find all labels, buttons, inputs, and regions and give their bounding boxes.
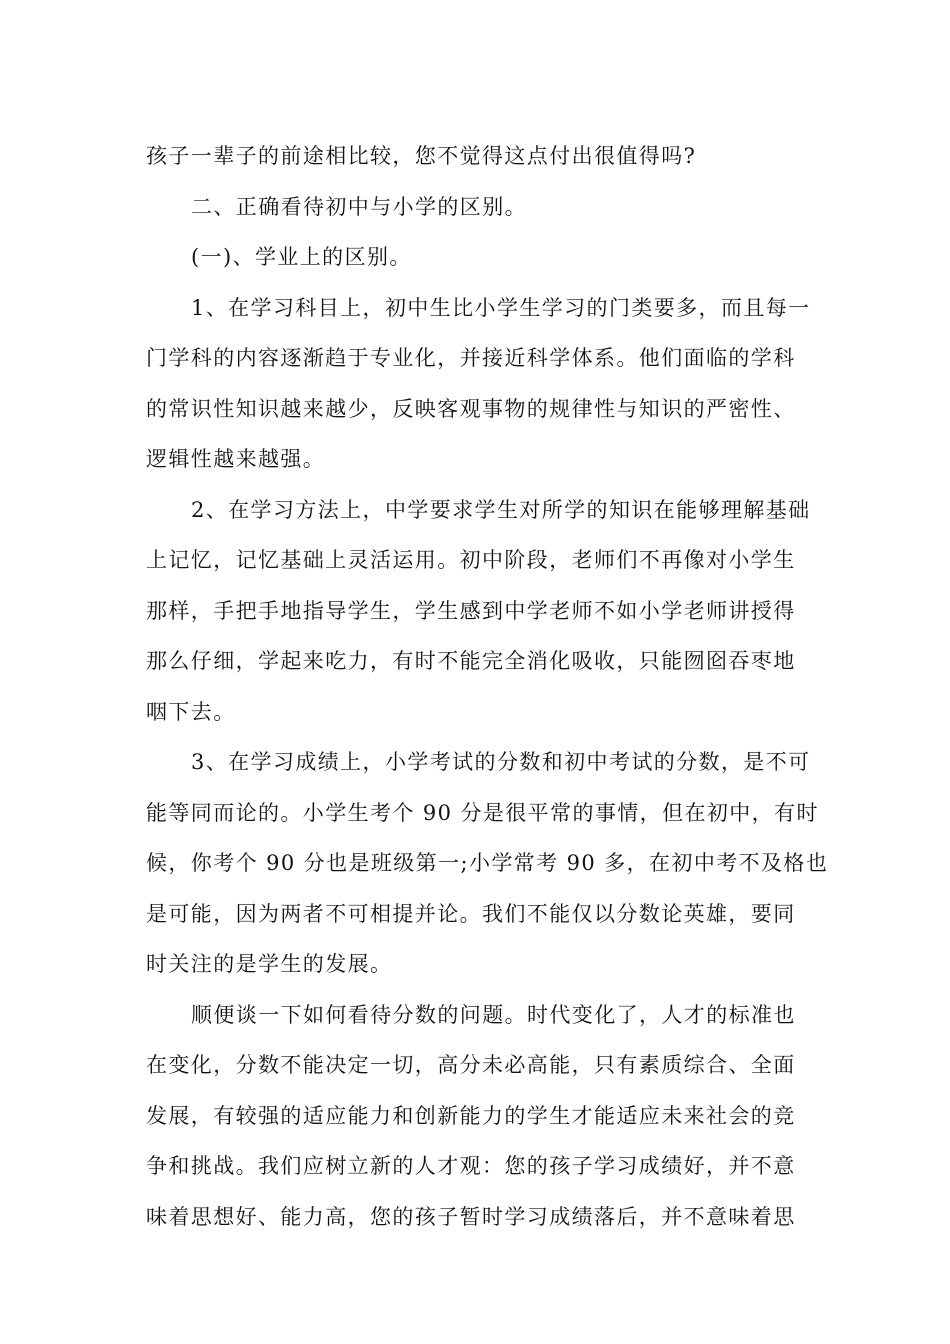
text-line: 味着思想好、能力高，您的孩子暂时学习成绩落后，并不意味着思 — [146, 1204, 796, 1229]
text-line: 2、在学习方法上，中学要求学生对所学的知识在能够理解基础 — [191, 497, 811, 522]
text-line: 能等同而论的。小学生考个 90 分是很平常的事情，但在初中，有时 — [146, 800, 819, 825]
text-line: 那么仔细，学起来吃力，有时不能完全消化吸收，只能囫囵吞枣地 — [146, 649, 796, 673]
text-line: 孩子一辈子的前途相比较，您不觉得这点付出很值得吗? — [146, 144, 697, 168]
text-line: 逻辑性越来越强。 — [146, 447, 326, 471]
text-line: 发展，有较强的适应能力和创新能力的学生才能适应未来社会的竞 — [146, 1103, 796, 1128]
text-line: 咽下去。 — [146, 699, 236, 724]
text-line: 争和挑战。我们应树立新的人才观：您的孩子学习成绩好，并不意 — [146, 1154, 796, 1178]
text-line: 1、在学习科目上，初中生比小学生学习的门类要多，而且每一 — [191, 295, 811, 320]
section-heading: 二、正确看待初中与小学的区别。 — [191, 194, 527, 219]
text-line: 在变化，分数不能决定一切，高分未必高能，只有素质综合、全面 — [146, 1053, 796, 1077]
text-line: 的常识性知识越来越少，反映客观事物的规律性与知识的严密性、 — [146, 396, 796, 421]
text-line: 3、在学习成绩上，小学考试的分数和初中考试的分数，是不可 — [191, 750, 811, 774]
text-line: 门学科的内容逐渐趋于专业化，并接近科学体系。他们面临的学科 — [146, 346, 796, 370]
text-line: 顺便谈一下如何看待分数的问题。时代变化了，人才的标准也 — [191, 1002, 796, 1027]
subsection-heading: (一)、学业上的区别。 — [191, 245, 412, 269]
document-body — [146, 131, 829, 1242]
text-line: 候，你考个 90 分也是班级第一;小学常考 90 多，在初中考不及格也 — [146, 851, 829, 875]
text-line: 时关注的是学生的发展。 — [146, 952, 393, 976]
text-line: 那样，手把手地指导学生，学生感到中学老师不如小学老师讲授得 — [146, 598, 796, 623]
text-line: 上记忆，记忆基础上灵活运用。初中阶段，老师们不再像对小学生 — [146, 548, 796, 572]
text-line: 是可能，因为两者不可相提并论。我们不能仅以分数论英雄，要同 — [146, 901, 796, 926]
